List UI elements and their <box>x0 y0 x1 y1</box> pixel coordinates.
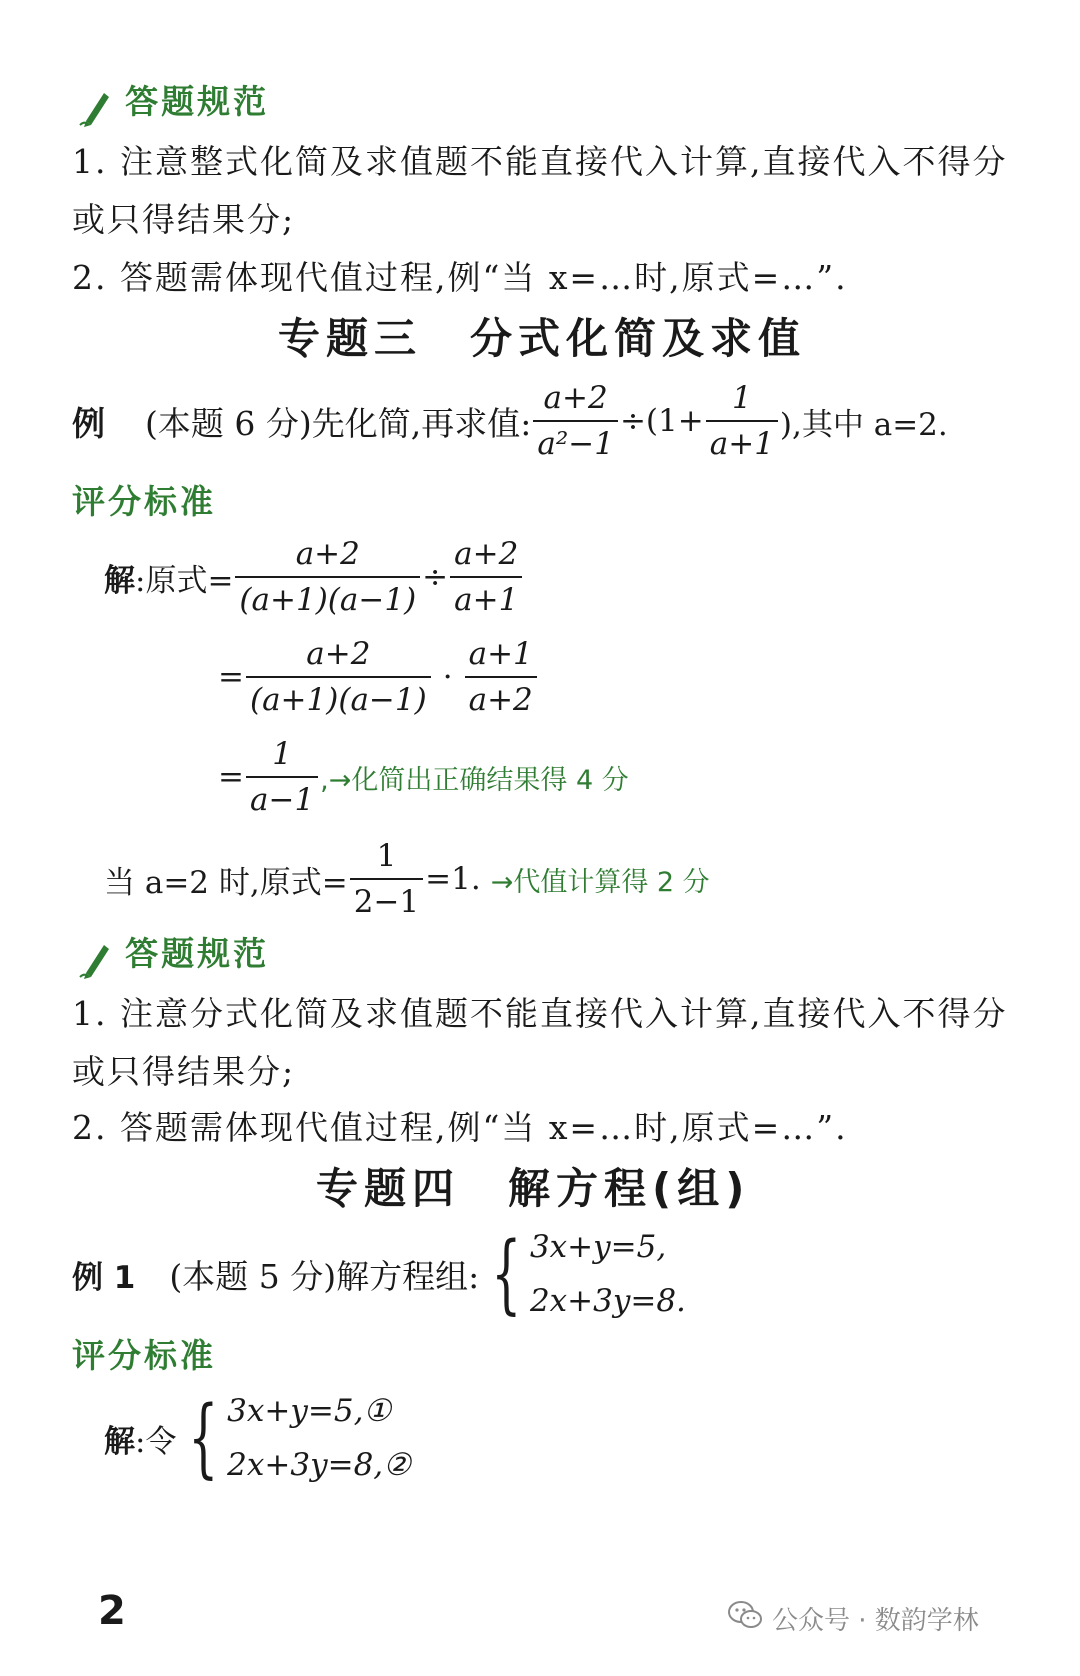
divide-expression: ÷(1+ <box>619 403 704 439</box>
frac-numerator: 1 <box>376 838 397 874</box>
solution-step-3 <box>218 732 629 822</box>
norm2-item-2: 2. 答题需体现代值过程,例“当 x=…时,原式=…”. <box>72 1108 848 1147</box>
pencil-icon <box>78 87 112 131</box>
norm-item-1-line-1: 1. 注意整式化简及求值题不能直接代入计算,直接代入不得分 <box>72 142 1008 181</box>
topic4-solution <box>104 1384 411 1492</box>
fraction-a2-over-a2minus1 <box>533 376 618 466</box>
solution-evaluation <box>104 834 710 924</box>
fraction-1-over-a1 <box>706 376 778 466</box>
example-text: (本题 5 分)解方程组: <box>169 1256 480 1296</box>
step2-frac-b <box>465 632 537 722</box>
watermark-text: 公众号 · 数韵学林 <box>772 1606 979 1636</box>
equals-sign: = <box>218 659 244 695</box>
frac-numerator: 1 <box>731 380 752 416</box>
score-note-2: →代值计算得 2 分 <box>490 866 710 898</box>
step3-frac <box>246 732 318 822</box>
topic4-example-1 <box>72 1220 686 1328</box>
scoring-heading-2: 评分标准 <box>72 1336 216 1375</box>
step1-frac-b <box>450 532 522 622</box>
solution-prefix: :原式= <box>135 562 234 599</box>
example-tail: ),其中 a=2. <box>779 406 948 443</box>
step1-frac-a <box>235 532 420 622</box>
eval-prefix: 当 a=2 时,原式= <box>104 864 348 901</box>
scoring-heading-1: 评分标准 <box>72 482 216 521</box>
norm-item-1-line-2: 或只得结果分; <box>72 200 296 239</box>
solution-prefix: :令 <box>135 1423 177 1460</box>
solution-step-2 <box>218 632 539 722</box>
solution-equation-1: 3x+y=5,① <box>227 1393 392 1429</box>
eval-result: =1. <box>425 861 481 897</box>
frac-denominator: a+2 <box>465 676 537 722</box>
frac-denominator: (a+1)(a−1) <box>235 576 420 622</box>
example-text: (本题 6 分)先化简,再求值: <box>145 403 532 443</box>
left-brace-icon: { <box>188 1388 219 1488</box>
eval-frac <box>350 834 423 924</box>
solution-step-1 <box>104 532 524 622</box>
equation-system <box>479 1220 686 1328</box>
operator: ÷ <box>422 559 449 595</box>
norm2-item-1-line-2: 或只得结果分; <box>72 1052 296 1091</box>
solution-equation-2: 2x+3y=8,② <box>227 1447 411 1483</box>
page-number: 2 <box>98 1588 126 1634</box>
answer-norms-heading-1 <box>78 76 269 131</box>
frac-numerator: a+1 <box>468 636 533 672</box>
example-label: 例 1 <box>72 1259 136 1296</box>
frac-denominator: a−1 <box>246 776 318 822</box>
pencil-icon <box>78 939 112 983</box>
step2-frac-a <box>246 632 431 722</box>
operator: · <box>442 659 453 695</box>
equals-sign: = <box>218 759 244 795</box>
frac-denominator: (a+1)(a−1) <box>246 676 431 722</box>
frac-denominator: a+1 <box>450 576 522 622</box>
left-brace-icon: { <box>491 1224 522 1324</box>
frac-numerator: a+2 <box>306 636 371 672</box>
score-note-4: ,→化简出正确结果得 4 分 <box>320 764 629 796</box>
norm2-item-1-line-1: 1. 注意分式化简及求值题不能直接代入计算,直接代入不得分 <box>72 994 1008 1033</box>
topic3-example <box>72 376 948 466</box>
equation-2: 2x+3y=8. <box>529 1283 686 1319</box>
solution-label: 解 <box>104 1423 135 1460</box>
topic4-title: 专题四 解方程(组) <box>316 1164 751 1213</box>
frac-denominator: a+1 <box>706 420 778 466</box>
solution-label: 解 <box>104 562 135 599</box>
frac-numerator: a+2 <box>454 536 519 572</box>
heading-text: 答题规范 <box>125 82 270 121</box>
frac-numerator: a+2 <box>295 536 360 572</box>
frac-denominator: a²−1 <box>533 420 618 466</box>
wechat-icon <box>728 1601 762 1636</box>
frac-numerator: a+2 <box>543 380 608 416</box>
watermark <box>728 1600 979 1637</box>
topic3-title: 专题三 分式化简及求值 <box>278 314 807 363</box>
example-label: 例 <box>72 403 105 443</box>
norm-item-2: 2. 答题需体现代值过程,例“当 x=…时,原式=…”. <box>72 258 848 297</box>
heading-text: 答题规范 <box>125 934 270 973</box>
equation-1: 3x+y=5, <box>529 1229 667 1265</box>
answer-norms-heading-2 <box>78 928 269 983</box>
solution-system <box>176 1384 410 1492</box>
frac-denominator: 2−1 <box>350 878 423 924</box>
frac-numerator: 1 <box>272 736 292 772</box>
